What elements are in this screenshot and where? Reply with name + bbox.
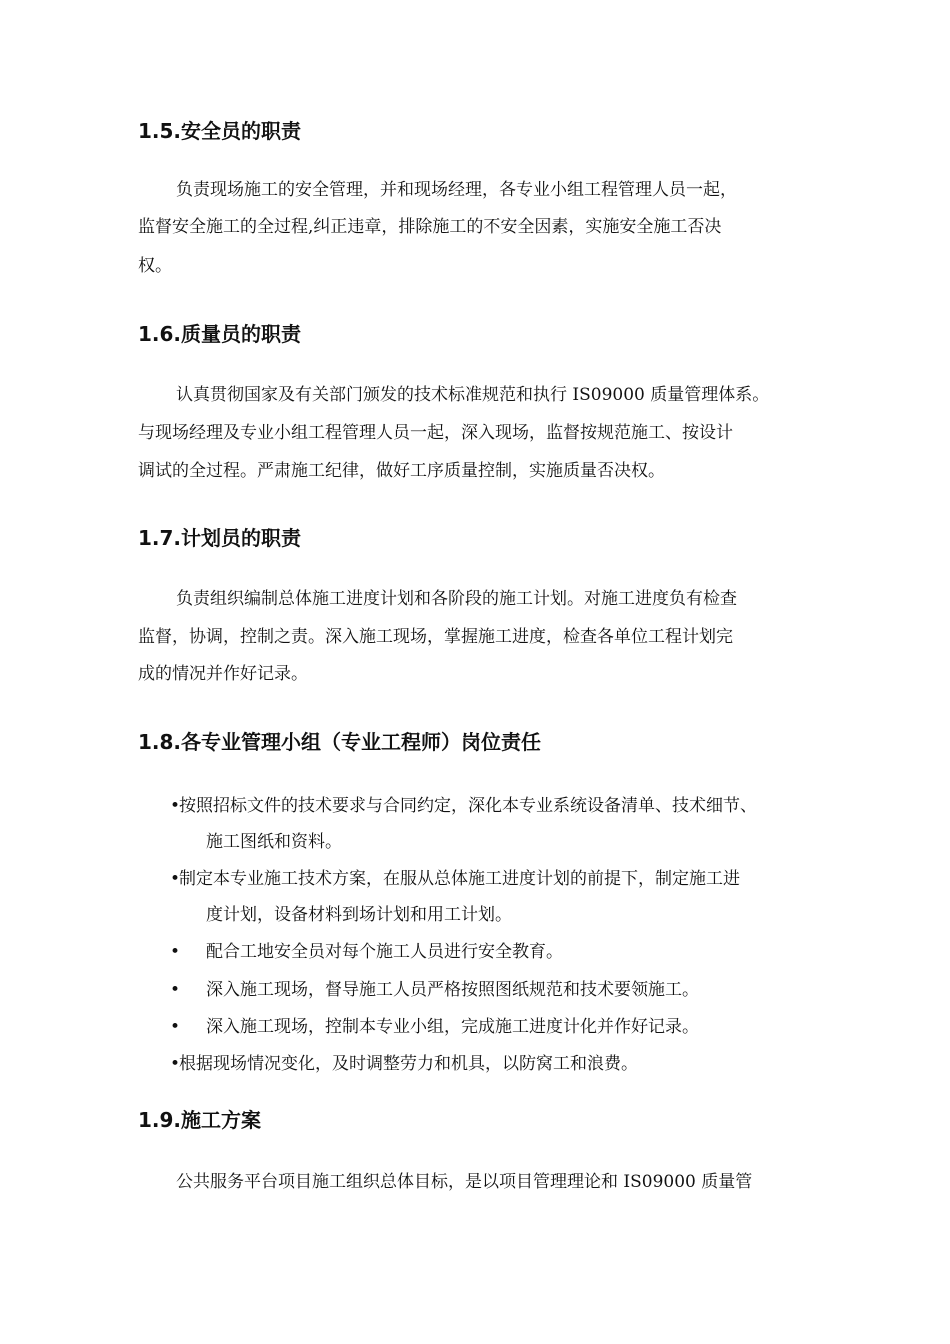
section-1-6-line-3: 调试的全过程。严肃施工纪律，做好工序质量控制，实施质量否决权。 [138, 461, 665, 481]
bullet-marker: • [170, 1054, 181, 1074]
bullet-text-line: 配合工地安全员对每个施工人员进行安全教育。 [206, 942, 563, 962]
bullet-text-line: 度计划，设备材料到场计划和用工计划。 [206, 905, 512, 925]
section-1-5-line-1: 负责现场施工的安全管理，并和现场经理，各专业小组工程管理人员一起， [176, 180, 737, 200]
section-heading-1-9: 1.9.施工方案 [138, 1108, 262, 1132]
section-heading-1-7: 1.7.计划员的职责 [138, 526, 302, 550]
bullet-text-line: 制定本专业施工技术方案，在服从总体施工进度计划的前提下，制定施工进 [179, 869, 740, 889]
bullet-text-line: 按照招标文件的技术要求与合同约定，深化本专业系统设备清单、技术细节、 [179, 796, 757, 816]
section-1-6-line-2: 与现场经理及专业小组工程管理人员一起，深入现场，监督按规范施工、按设计 [138, 423, 733, 443]
section-1-7-line-2: 监督，协调，控制之责。深入施工现场，掌握施工进度，检查各单位工程计划完 [138, 627, 733, 647]
bullet-text-line: 深入施工现场，督导施工人员严格按照图纸规范和技术要领施工。 [206, 980, 699, 1000]
section-heading-1-8: 1.8.各专业管理小组（专业工程师）岗位责任 [138, 730, 542, 754]
section-heading-1-5: 1.5.安全员的职责 [138, 119, 302, 143]
bullet-marker: • [170, 869, 181, 889]
section-heading-1-6: 1.6.质量员的职责 [138, 322, 302, 346]
bullet-text-line: 深入施工现场，控制本专业小组，完成施工进度计化并作好记录。 [206, 1017, 699, 1037]
bullet-marker: • [170, 942, 181, 962]
bullet-marker: • [170, 1017, 181, 1037]
bullet-marker: • [170, 796, 181, 816]
bullet-text-line: 施工图纸和资料。 [206, 832, 342, 852]
section-1-7-line-3: 成的情况并作好记录。 [138, 664, 308, 684]
bullet-text-line: 根据现场情况变化，及时调整劳力和机具，以防窝工和浪费。 [179, 1054, 638, 1074]
section-1-9-line-1: 公共服务平台项目施工组织总体目标，是以项目管理理论和 IS09000 质量管 [176, 1172, 753, 1192]
section-1-5-line-2: 监督安全施工的全过程,纠正违章，排除施工的不安全因素，实施安全施工否决 [138, 217, 722, 237]
section-1-7-line-1: 负责组织编制总体施工进度计划和各阶段的施工计划。对施工进度负有检查 [176, 589, 737, 609]
section-1-6-line-1: 认真贯彻国家及有关部门颁发的技术标准规范和执行 IS09000 质量管理体系。 [176, 385, 770, 405]
section-1-5-line-3: 权。 [138, 256, 172, 276]
bullet-marker: • [170, 980, 181, 1000]
